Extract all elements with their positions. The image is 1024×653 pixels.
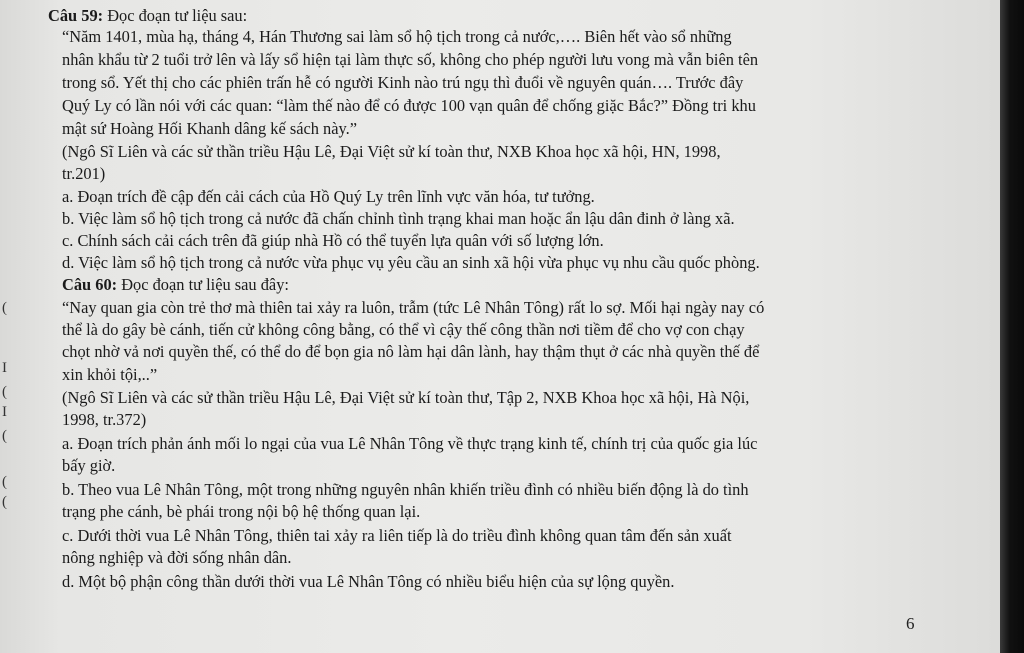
q59-passage-line: nhân khẩu từ 2 tuổi trở lên và lấy sổ hiện tại làm thực số, không cho phép người lưu vong mà vẫn biên tên <box>62 50 759 69</box>
q60-source-line: 1998, tr.372) <box>62 410 147 429</box>
q59-option-d: d. Việc làm sổ hộ tịch trong cả nước vừa phục vụ yêu cầu an sinh xã hội vừa phục vụ nhu cầu quốc phòng. <box>62 253 760 272</box>
q60-option-d: d. Một bộ phận công thần dưới thời vua Lê Nhân Tông có nhiều biểu hiện của sự lộng quyền. <box>62 572 675 591</box>
margin-mark: ( <box>2 494 7 510</box>
q59-option-c: c. Chính sách cải cách trên đã giúp nhà Hồ có thể tuyển lựa quân với số lượng lớn. <box>62 231 604 250</box>
margin-mark: I <box>2 404 7 420</box>
q59-passage-line: “Năm 1401, mùa hạ, tháng 4, Hán Thương sai làm sổ hộ tịch trong cả nước,…. Biên hết vào sổ những <box>62 27 732 46</box>
margin-mark: ( <box>2 474 7 490</box>
margin-mark: I <box>2 360 7 376</box>
q60-passage-line: xin khỏi tội,..” <box>62 365 158 384</box>
q59-option-a: a. Đoạn trích đề cập đến cải cách của Hồ Quý Ly trên lĩnh vực văn hóa, tư tưởng. <box>62 187 595 206</box>
margin-mark: ( <box>2 300 7 316</box>
q59-passage-line: trong sổ. Yết thị cho các phiên trấn hễ có người Kinh nào trú ngụ thì đuổi về nguyên quán…. Trước đây <box>62 73 744 92</box>
q60-heading-text: Đọc đoạn tư liệu sau đây: <box>117 275 289 294</box>
q60-heading <box>62 275 289 295</box>
q60-option-b-line: trạng phe cánh, bè phái trong nội bộ hệ thống quan lại. <box>62 502 421 521</box>
q60-option-a-line: bấy giờ. <box>62 456 116 475</box>
q59-passage-line: mật sứ Hoàng Hối Khanh dâng kế sách này.” <box>62 119 358 138</box>
background-edge <box>1000 0 1024 653</box>
q60-passage-line: thể là do gây bè cánh, tiến cử không công bằng, có thể vì cậy thế công thần nơi tiềm để cho vợ con chạy <box>62 320 745 339</box>
q59-heading-label: Câu 59: <box>48 6 104 25</box>
q59-source-line: tr.201) <box>62 164 106 183</box>
q60-option-b-line: b. Theo vua Lê Nhân Tông, một trong những nguyên nhân khiến triều đình có nhiều biến động là do tình <box>62 480 749 499</box>
margin-mark: ( <box>2 428 7 444</box>
q59-heading <box>48 6 247 26</box>
q60-passage-line: chọt nhờ vả nơi quyền thế, có thể do để bọn gia nô làm hại dân lành, hay thậm thụt ở các nhà quyền thế để <box>62 342 760 361</box>
q59-source-line: (Ngô Sĩ Liên và các sử thần triều Hậu Lê, Đại Việt sử kí toàn thư, NXB Khoa học xã hội, HN, 1998, <box>62 142 721 161</box>
q59-option-b: b. Việc làm sổ hộ tịch trong cả nước đã chấn chỉnh tình trạng khai man hoặc ẩn lậu dân đinh ở làng xã. <box>62 209 735 228</box>
q59-heading-text: Đọc đoạn tư liệu sau: <box>103 6 248 25</box>
q60-source-line: (Ngô Sĩ Liên và các sử thần triều Hậu Lê, Đại Việt sử kí toàn thư, Tập 2, NXB Khoa học xã hội, Hà Nội, <box>62 388 750 407</box>
q60-option-c-line: nông nghiệp và đời sống nhân dân. <box>62 548 292 567</box>
q60-option-c-line: c. Dưới thời vua Lê Nhân Tông, thiên tai xảy ra liên tiếp là do triều đình không quan tâm đến sản xuất <box>62 526 732 545</box>
q60-option-a-line: a. Đoạn trích phản ánh mối lo ngại của vua Lê Nhân Tông về thực trạng kinh tế, chính trị của quốc gia lúc <box>62 434 758 453</box>
margin-mark: ( <box>2 384 7 400</box>
q59-passage-line: Quý Ly có lần nói với các quan: “làm thế nào để có được 100 vạn quân để chống giặc Bắc?” Đồng tri khu <box>62 96 756 115</box>
q60-passage-line: “Nay quan gia còn trẻ thơ mà thiên tai xảy ra luôn, trẫm (tức Lê Nhân Tông) rất lo sợ. Mối hại ngày nay có <box>62 298 765 317</box>
q60-heading-label: Câu 60: <box>62 275 118 294</box>
page-number: 6 <box>906 614 915 633</box>
